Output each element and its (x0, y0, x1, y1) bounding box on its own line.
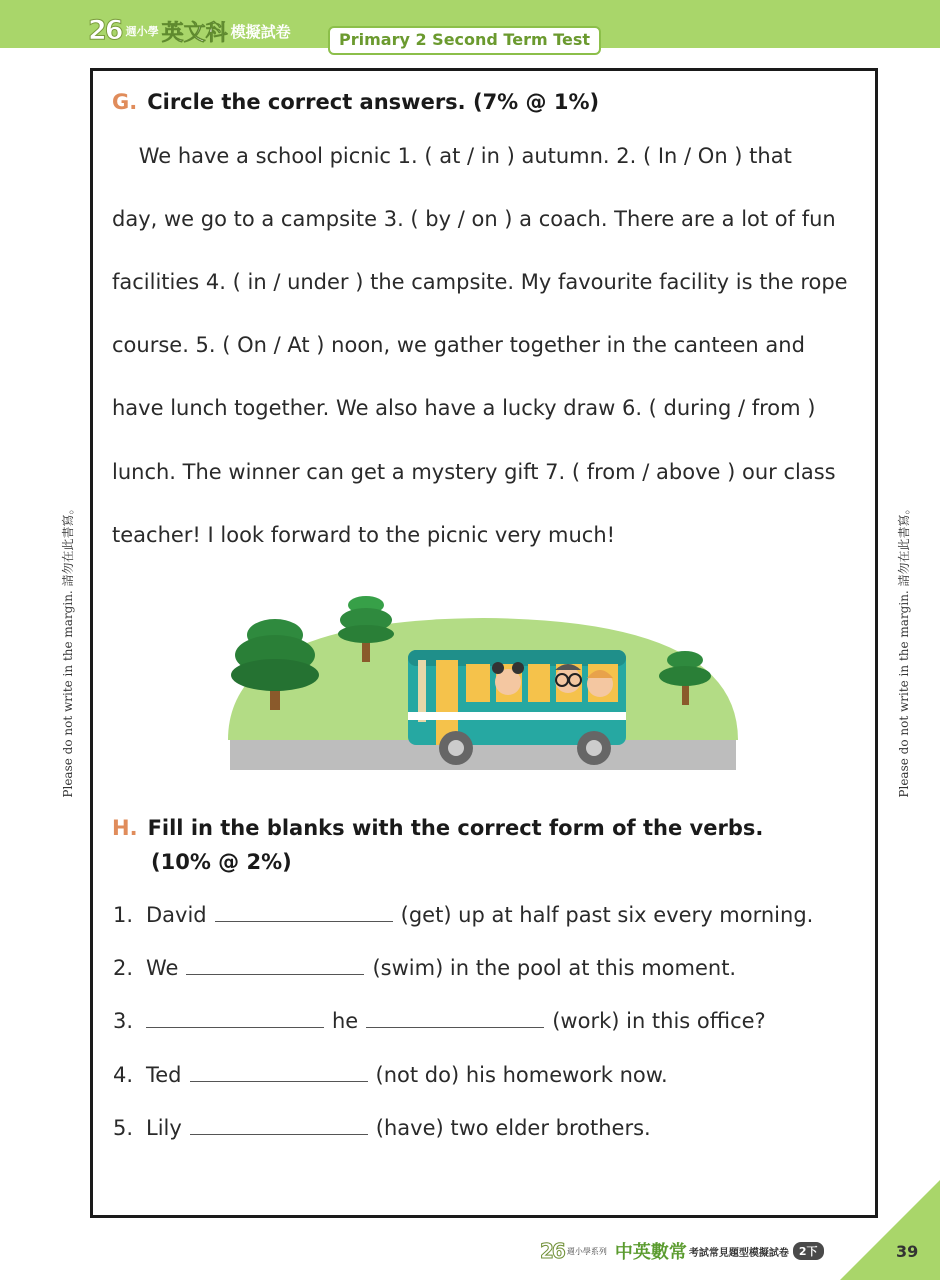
passage-line-7: teacher! I look forward to the picnic very much! (112, 523, 616, 547)
answer-blank-2[interactable] (186, 956, 364, 975)
item-subject: David (146, 903, 207, 927)
passage-line-3: facilities 4. ( in / under ) the campsite. My favourite facility is the rope (112, 270, 848, 294)
margin-note-left: Please do not write in the margin. 請勿在此書寫。 (61, 502, 75, 798)
section-h-heading (112, 816, 763, 840)
item-number: 1. (113, 903, 134, 927)
fill-item-3 (113, 1009, 766, 1033)
corner-decoration (840, 1180, 940, 1280)
item-subject: We (146, 956, 179, 980)
header-brand (88, 16, 291, 46)
item-number: 2. (113, 956, 134, 980)
section-g-letter: G. (112, 90, 138, 114)
passage-line-1: We have a school picnic 1. ( at / in ) autumn. 2. ( In / On ) that (112, 144, 792, 168)
footer-series: 週小學系列 (566, 1246, 607, 1256)
section-h-letter: H. (112, 816, 138, 840)
passage-line-2: day, we go to a campsite 3. ( by / on ) a coach. There are a lot of fun (112, 207, 836, 231)
answer-blank-3a[interactable] (146, 1009, 324, 1028)
item-subject: he (332, 1009, 359, 1033)
fill-item-4 (113, 1063, 668, 1087)
brand-subject: 英文科 (161, 20, 228, 46)
passage-line-6: lunch. The winner can get a mystery gift 7. ( from / above ) our class (112, 460, 836, 484)
answer-blank-1[interactable] (215, 903, 393, 922)
footer-title: 中英數常 (614, 1242, 687, 1263)
item-number: 5. (113, 1116, 134, 1140)
item-verb-text: (get) up at half past six every morning. (400, 903, 814, 927)
fill-item-1 (113, 903, 813, 927)
answer-blank-4[interactable] (190, 1063, 368, 1082)
answer-blank-5[interactable] (190, 1116, 368, 1135)
item-verb-text: (have) two elder brothers. (375, 1116, 651, 1140)
page-number: 39 (896, 1242, 919, 1261)
footer-subtitle: 考試常見題型模擬試卷 (688, 1247, 789, 1259)
footer-logo: 26 (540, 1239, 564, 1263)
fill-item-5 (113, 1116, 651, 1140)
item-subject: Ted (146, 1063, 182, 1087)
passage-line-4: course. 5. ( On / At ) noon, we gather together in the canteen and (112, 333, 805, 357)
footer-brand (540, 1238, 824, 1264)
answer-blank-3b[interactable] (366, 1009, 544, 1028)
item-verb-text: (work) in this office? (552, 1009, 766, 1033)
section-h-title: Fill in the blanks with the correct form of the verbs. (147, 816, 764, 840)
passage-line-5: have lunch together. We also have a lucky draw 6. ( during / from ) (112, 396, 816, 420)
brand-mock-label: 模擬試卷 (230, 22, 291, 41)
section-g-heading (112, 90, 599, 114)
item-subject: Lily (146, 1116, 182, 1140)
section-g-title: Circle the correct answers. (7% @ 1%) (147, 90, 600, 114)
item-verb-text: (not do) his homework now. (375, 1063, 668, 1087)
item-number: 4. (113, 1063, 134, 1087)
test-title: Primary 2 Second Term Test (328, 26, 601, 55)
footer-grade-badge: 2下 (793, 1242, 824, 1260)
section-h-marks: (10% @ 2%) (151, 850, 292, 874)
fill-item-2 (113, 956, 736, 980)
brand-logo: 26 (88, 15, 122, 46)
brand-school: 週小學 (125, 25, 159, 38)
item-number: 3. (113, 1009, 134, 1033)
item-verb-text: (swim) in the pool at this moment. (372, 956, 737, 980)
bus-picnic-illustration (228, 590, 738, 776)
margin-note-right: Please do not write in the margin. 請勿在此書寫。 (897, 502, 911, 798)
